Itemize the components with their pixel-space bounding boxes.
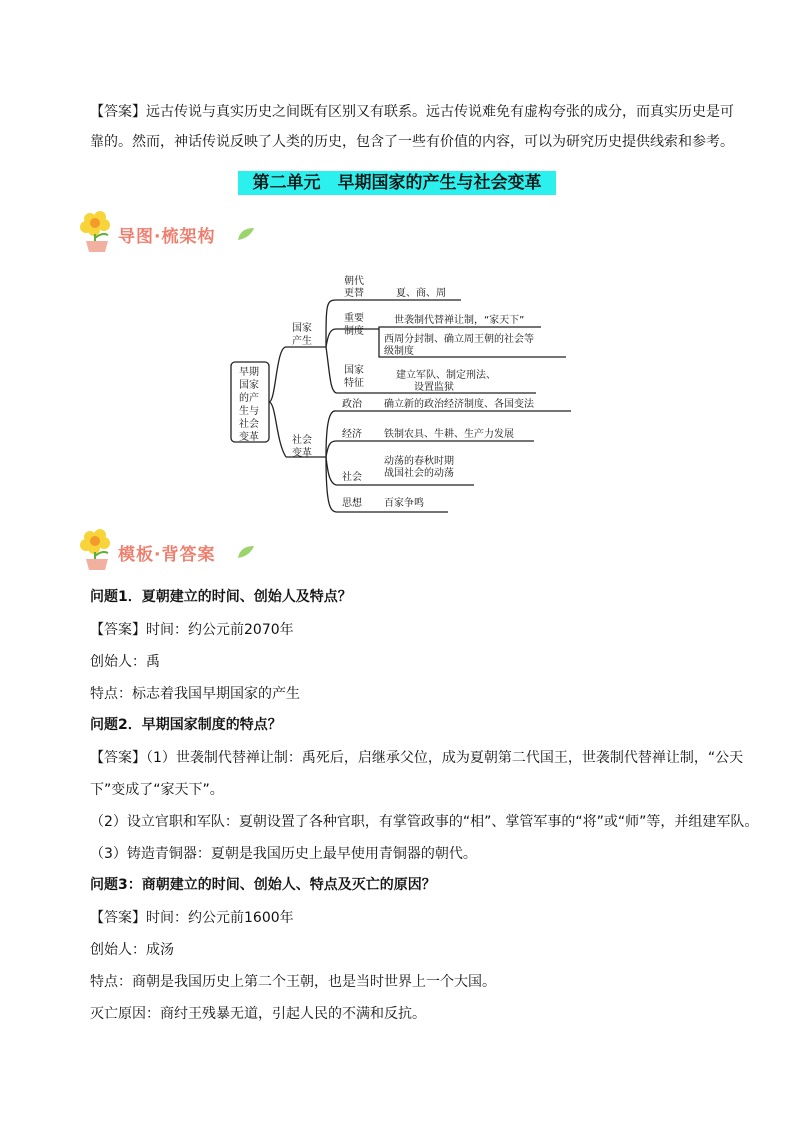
answer-2-line1 (90, 748, 743, 768)
section-title-mindmap: 导图·梳架构 (118, 227, 216, 247)
answer-2-line3: （3）铸造青铜器：夏朝是我国历史上最早使用青铜器的朝代。 (90, 846, 477, 862)
mindmap-item-text: 西周分封制、确立周王朝的社会等 (384, 334, 534, 345)
mindmap-item-label: 朝代 (344, 276, 364, 287)
mindmap-root-text: 生与 (239, 406, 259, 417)
mindmap-root-text: 国家 (239, 380, 259, 391)
answer-tag: 【答案】 (90, 750, 146, 766)
intro-answer-line1 (90, 102, 734, 122)
question-2: 问题2．早期国家制度的特点？ (90, 717, 282, 733)
mindmap-item-text: 级制度 (384, 346, 414, 357)
mindmap-item-label: 社会 (342, 472, 362, 483)
unit-title-bar (238, 171, 556, 195)
answer-text: 时间：约公元前2070年 (146, 622, 294, 638)
answer-tag: 【答案】 (90, 910, 146, 926)
mindmap-item-label: 更替 (344, 288, 364, 299)
mindmap-item-text: 建立军队、制定刑法、 (396, 370, 496, 381)
intro-answer-line2: 靠的。然而，神话传说反映了人类的历史，包含了一些有价值的内容，可以为研究历史提供线索和参考。 (90, 134, 734, 150)
answer-tag: 【答案】 (90, 104, 146, 120)
leaf-decoration-icon (236, 226, 256, 242)
answer-2-line1b: 下”变成了“家天下”。 (90, 782, 224, 798)
section-header-mindmap (78, 210, 258, 254)
section-title-answers: 模板·背答案 (118, 545, 216, 565)
answer-1-line3: 特点：标志着我国早期国家的产生 (90, 686, 300, 702)
flower-pot-icon (78, 210, 116, 254)
section-header-answers (78, 528, 258, 572)
answer-3-line4: 灭亡原因：商纣王残暴无道，引起人民的不满和反抗。 (90, 1006, 426, 1022)
mindmap-root-text: 的产 (239, 393, 259, 404)
answer-tag: 【答案】 (90, 622, 146, 638)
mindmap-item-text: 百家争鸣 (384, 498, 424, 509)
mindmap-branch-label: 社会 (292, 435, 312, 446)
mindmap-item-label: 制度 (344, 326, 364, 337)
answer-3-line3: 特点：商朝是我国历史上第二个王朝，也是当时世界上一个大国。 (90, 974, 496, 990)
answer-3-line1 (90, 908, 294, 928)
mindmap-item-text: 世袭制代替禅让制，“家天下” (394, 315, 525, 326)
answer-1-line1 (90, 620, 294, 640)
mindmap-item-text: 夏、商、周 (396, 288, 446, 299)
answer-2-line2: （2）设立官职和军队：夏朝设置了各种官职，有掌管政事的“相”、掌管军事的“将”或“师”等，并组建军队。 (90, 814, 759, 830)
mindmap-branch-label: 国家 (292, 323, 312, 334)
mindmap-item-text: 动荡的春秋时期 (384, 456, 454, 467)
question-3: 问题3：商朝建立的时间、创始人、特点及灭亡的原因？ (90, 877, 436, 893)
mindmap-root-text: 早期 (239, 367, 259, 378)
flower-pot-icon (78, 528, 116, 572)
mindmap-branch-label: 变革 (292, 448, 312, 459)
mindmap-item-label: 思想 (342, 498, 362, 509)
mindmap-root-text: 社会 (239, 419, 259, 430)
question-1: 问题1．夏朝建立的时间、创始人及特点？ (90, 589, 352, 605)
mindmap-item-text: 战国社会的动荡 (384, 468, 454, 479)
mindmap-item-label: 国家 (344, 365, 364, 376)
intro-answer-text1: 远古传说与真实历史之间既有区别又有联系。远古传说难免有虚构夸张的成分，而真实历史是可 (146, 104, 734, 120)
mindmap-root (239, 365, 259, 443)
mindmap-item-text: 铁制农具、牛耕、生产力发展 (384, 429, 514, 440)
answer-1-line2: 创始人：禹 (90, 654, 160, 670)
mindmap-diagram (226, 265, 576, 520)
leaf-decoration-icon (236, 544, 256, 560)
mindmap-item-text: 设置监狱 (414, 382, 454, 393)
mindmap-root-text: 变革 (239, 432, 259, 443)
mindmap-branch-label: 产生 (292, 336, 312, 347)
answer-text: 时间：约公元前1600年 (146, 910, 294, 926)
mindmap-item-label: 政治 (342, 399, 362, 410)
mindmap-item-text: 确立新的政治经济制度、各国变法 (384, 399, 534, 410)
mindmap-item-label: 重要 (344, 313, 364, 324)
unit-title: 第二单元 早期国家的产生与社会变革 (252, 173, 542, 193)
mindmap-item-label: 经济 (342, 429, 362, 440)
mindmap-item-label: 特征 (344, 378, 364, 389)
answer-text: （1）世袭制代替禅让制：禹死后，启继承父位，成为夏朝第二代国王，世袭制代替禅让制，“公天 (146, 750, 744, 766)
answer-3-line2: 创始人：成汤 (90, 942, 174, 958)
